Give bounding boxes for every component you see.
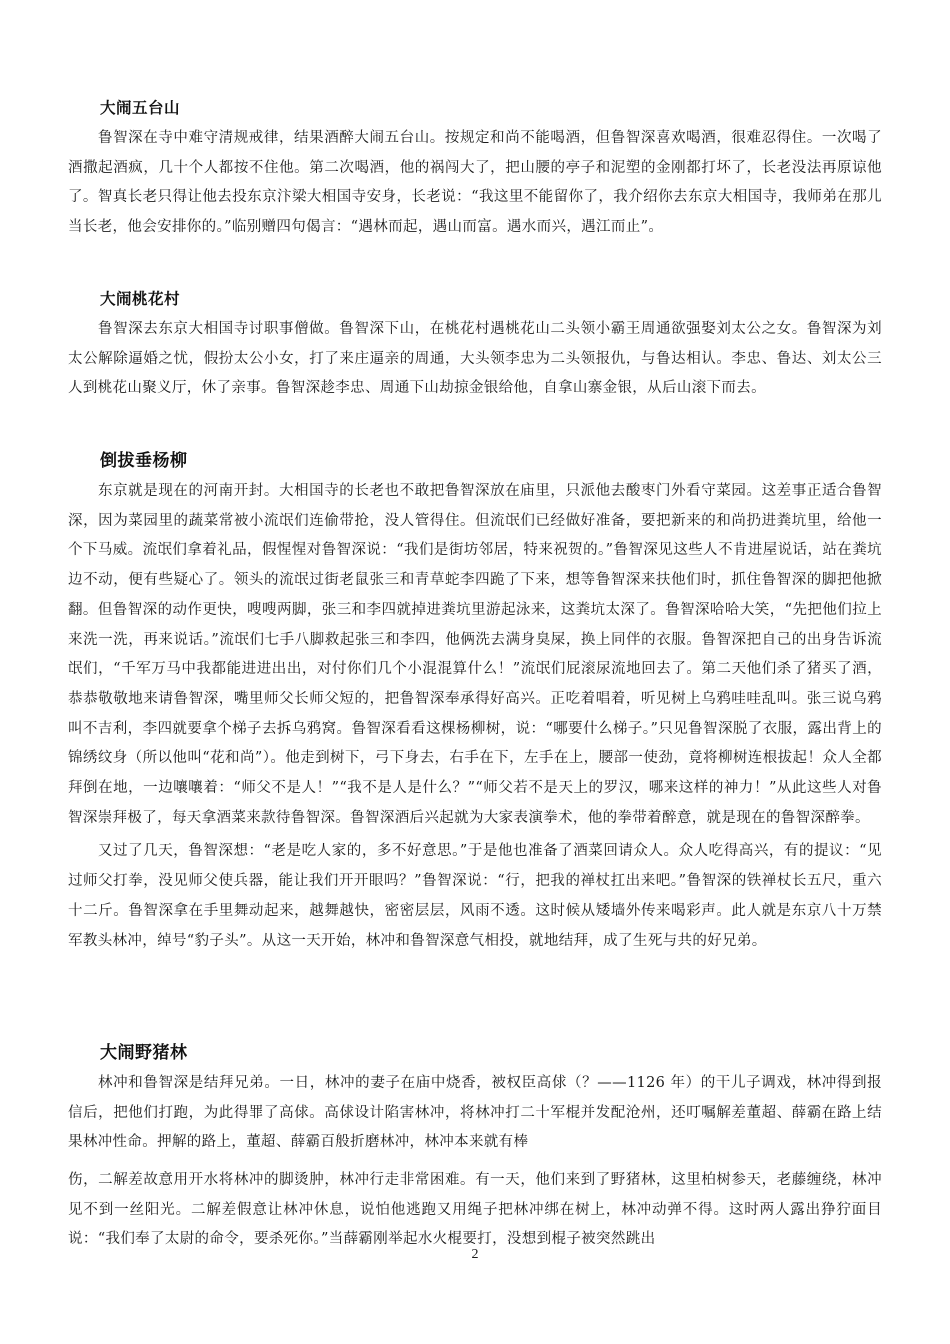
paragraph: 鲁智深去东京大相国寺讨职事僧做。鲁智深下山，在桃花村遇桃花山二头领小霸王周通欲强娶刘太公之女。鲁智深为刘太公解除逼婚之忧，假扮太公小女，打了来庄逼亲的周通，大头领李忠为二头领报仇，与鲁达相认。李忠、鲁达、刘太公三人到桃花山聚义厅，休了亲事。鲁智深趁李忠、周通下山劫掠金银给他，自拿山寨金银，从后山滚下而去。 [68, 321, 882, 397]
paragraph: 又过了几天，鲁智深想：“老是吃人家的，多不好意思。”于是他也准备了酒菜回请众人。众人吃得高兴，有的提议：“见过师父打拳，没见师父使兵器，能让我们开开眼吗？”鲁智深说：“行，把我的禅杖扛出来吧。”鲁智深的铁禅杖长五尺，重六十二斤。鲁智深拿在手里舞动起来，越舞越快，密密层层，风雨不透。这时候从矮墙外传来喝彩声。此人就是东京八十万禁军教头林冲，绰号“豹子头”。从这一天开始，林冲和鲁智深意气相投，就地结拜，成了生死与共的好兄弟。 [68, 843, 882, 949]
section-heading: 大闹五台山 [100, 99, 181, 117]
section-heading: 倒拔垂杨柳 [100, 451, 188, 471]
section-daobachuiyangliu [68, 446, 882, 956]
section-yezhulin [68, 1038, 882, 1158]
section-heading: 大闹野猪林 [100, 1043, 188, 1063]
section-heading: 大闹桃花村 [100, 290, 181, 308]
section-continuation [68, 1166, 882, 1255]
paragraph: 伤，二解差故意用开水将林冲的脚烫肿，林冲行走非常困难。有一天，他们来到了野猪林，这里柏树参天，老藤缠绕，林冲见不到一丝阳光。二解差假意让林冲休息，说怕他逃跑又用绳子把林冲绑在树上，林冲动弹不得。这时两人露出狰狞面目说：“我们奉了太尉的命令，要杀死你。”当薛霸刚举起水火棍要打，没想到棍子被突然跳出 [68, 1172, 882, 1248]
paragraph: 鲁智深在寺中难守清规戒律，结果酒醉大闹五台山。按规定和尚不能喝酒，但鲁智深喜欢喝酒，很难忍得住。一次喝了酒撒起酒疯，几十个人都按不住他。第二次喝酒，他的祸闯大了，把山腰的亭子和泥塑的金刚都打坏了，长老没法再原谅他了。智真长老只得让他去投东京汴梁大相国寺安身，长老说：“我这里不能留你了，我介绍你去东京大相国寺，我师弟在那儿当长老，他会安排你的。”临别赠四句偈言：“遇林而起，遇山而富。遇水而兴，遇江而止”。 [68, 130, 882, 236]
section-taohuacun [68, 287, 882, 404]
section-wutaishan [68, 96, 882, 243]
paragraph: 东京就是现在的河南开封。大相国寺的长老也不敢把鲁智深放在庙里，只派他去酸枣门外看守菜园。这差事正适合鲁智深，因为菜园里的蔬菜常被小流氓们连偷带抢，没人管得住。但流氓们已经做好准备，要把新来的和尚扔进粪坑里，给他一个下马威。流氓们拿着礼品，假惺惺对鲁智深说：“我们是街坊邻居，特来祝贺的。”鲁智深见这些人不肯进屋说话，站在粪坑边不动，便有些疑心了。领头的流氓过街老鼠张三和青草蛇李四跪了下来，想等鲁智深来扶他们时，抓住鲁智深的脚把他掀翻。但鲁智深的动作更快，嗖嗖两脚，张三和李四就掉进粪坑里游起泳来，这粪坑太深了。鲁智深哈哈大笑，“先把他们拉上来洗一洗，再来说话。”流氓们七手八脚救起张三和李四，他俩洗去满身臭屎，换上同伴的衣服。鲁智深把自己的出身告诉流氓们，“千军万马中我都能进进出出，对付你们几个小混混算什么！”流氓们屁滚尿流地回去了。第二天他们杀了猪买了酒，恭恭敬敬地来请鲁智深，嘴里师父长师父短的，把鲁智深奉承得好高兴。正吃着唱着，听见树上乌鸦哇哇乱叫。张三说乌鸦叫不吉利，李四就要拿个梯子去拆乌鸦窝。鲁智深看看这棵杨柳树，说：“哪要什么梯子。”只见鲁智深脱了衣服，露出背上的锦绣纹身（所以他叫“花和尚”）。他走到树下，弓下身去，右手在下，左手在上，腰部一使劲，竟将柳树连根拔起！众人全都拜倒在地，一边嚷嚷着：“师父不是人！”“我不是人是什么？”“师父若不是天上的罗汉，哪来这样的神力！”从此这些人对鲁智深崇拜极了，每天拿酒菜来款待鲁智深。鲁智深酒后兴起就为大家表演拳术，他的拳带着醉意，就是现在的鲁智深醉拳。 [68, 483, 882, 826]
paragraph: 林冲和鲁智深是结拜兄弟。一日，林冲的妻子在庙中烧香，被权臣高俅（？——1126 年）的干儿子调戏，林冲得到报信后，把他们打跑，为此得罪了高俅。高俅设计陷害林冲，将林冲打二十军棍并发配沧州，还叮嘱解差董超、薛霸在路上结果林冲性命。押解的路上，董超、薛霸百般折磨林冲，林冲本来就有棒 [68, 1075, 882, 1151]
page-number: 2 [471, 1247, 479, 1262]
